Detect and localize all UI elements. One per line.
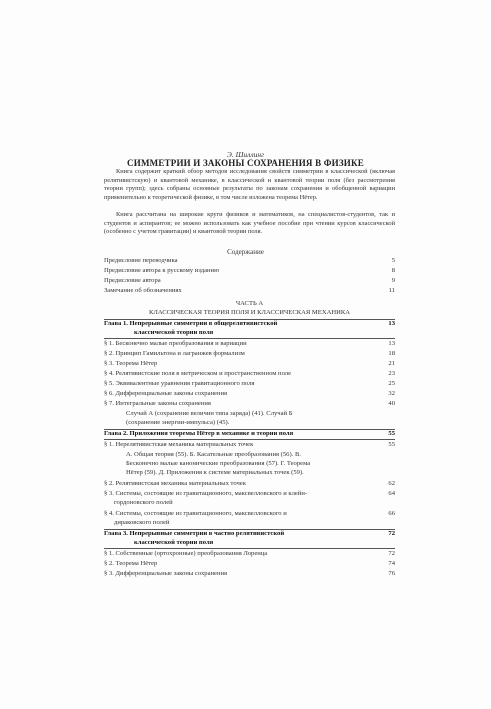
toc-entry-title: § 2. Принцип Гамильтона и лагранжев формализм: [104, 350, 245, 357]
toc-entry: [104, 257, 395, 266]
toc-entry-page: 13: [388, 340, 395, 347]
toc-entry-title: § 1. Собственные (ортохронные) преобразования Лоренца: [104, 550, 268, 557]
toc-entry: [104, 350, 395, 359]
toc-entry-page: 66: [388, 510, 395, 517]
book-title: СИММЕТРИИ И ЗАКОНЫ СОХРАНЕНИЯ В ФИЗИКЕ: [127, 158, 364, 168]
toc-entry: [104, 441, 395, 450]
toc-entry-page: 62: [388, 480, 395, 487]
annotation-paragraph-1: Книга содержит краткий обзор методов исследования свойств симметрии в классической (включая релятивистскую) и квантовой механике, в классической и квантовой теории поля (без рассмотрения теории групп); здесь собраны основные результаты по законам сохранения и обобщенной вариации применительно к теоретической физике, в том числе изложена теорема Нётер.: [104, 168, 395, 201]
toc-entry: [104, 277, 395, 286]
toc-note: Бесконечно малые канонические преобразования (57). Г. Теорема: [126, 460, 311, 467]
toc-entry-page: 64: [388, 490, 395, 497]
toc-entry-page: 74: [388, 560, 395, 567]
toc-entry: [104, 390, 395, 399]
toc-entry: [104, 370, 395, 379]
toc-entry-page: 23: [388, 370, 395, 377]
toc-entry-title: § 4. Релятивистские поля в метрическом и пространственном поле: [104, 370, 292, 377]
toc-entry-title: § 6. Дифференциальные законы сохранения: [104, 390, 228, 397]
toc-entry-page: 76: [388, 570, 395, 577]
toc-entry: [104, 510, 395, 519]
toc-note: (сохранение энергии-импульса) (45).: [126, 419, 230, 426]
chapter-subtitle: классической теории поля: [134, 539, 214, 546]
toc-entry-title: § 7. Интегральные законы сохранения: [104, 400, 211, 407]
toc-note: А. Общая теория (55). Б. Касательные преобразования (56). В.: [126, 451, 301, 458]
chapter-title: Глава 3. Непрерывные симметрии в частно релятивистской: [104, 530, 285, 537]
toc-entry-title: Предисловие переводчика: [104, 257, 178, 264]
toc-continuation: дираковского полей: [114, 519, 170, 526]
toc-chapter: [104, 320, 395, 329]
toc-chapter: [104, 530, 395, 539]
contents-heading: Содержание: [227, 248, 264, 256]
part-title: КЛАССИЧЕСКАЯ ТЕОРИЯ ПОЛЯ И КЛАССИЧЕСКАЯ МЕХАНИКА: [148, 309, 351, 316]
toc-entry-title: § 3. Системы, состоящие из гравитационного, максвелловского и клейн-: [104, 490, 308, 497]
toc-entry-page: 5: [391, 257, 395, 264]
chapter-page: 72: [388, 530, 395, 537]
annotation-paragraph-2: Книга рассчитана на широкие круги физиков и математиков, на специалистов-студентов, так и студентов и аспирантов; ее можно использовать как учебное пособие при чтении курсов классической (особенно с учетом гравитации) и квантовой теории поля.: [104, 211, 395, 236]
toc-entry-page: 72: [388, 550, 395, 557]
toc-entry-page: 40: [388, 400, 395, 407]
toc-entry: [104, 360, 395, 369]
toc-entry-page: 8: [391, 267, 395, 274]
toc-entry-title: § 2. Релятивистская механика материальных точек: [104, 480, 246, 487]
toc-entry-title: § 4. Системы, состоящие из гравитационного, максвелловского и: [104, 510, 287, 517]
toc-entry: [104, 570, 395, 579]
toc-entry: [104, 560, 395, 569]
chapter-subtitle: классической теории поля: [134, 329, 214, 336]
toc-entry: [104, 287, 395, 296]
chapter-title: Глава 2. Приложения теоремы Нётер в механике и теории поля: [104, 430, 294, 437]
toc-chapter: [104, 430, 395, 439]
divider: [104, 548, 395, 549]
toc-entry-title: § 5. Эквивалентные уравнения гравитационного поля: [104, 380, 255, 387]
chapter-page: 55: [388, 430, 395, 437]
chapter-title: Глава 1. Непрерывные симметрии в общерелятивистской: [104, 320, 278, 327]
author-name: Э. Шиллинг: [226, 150, 265, 159]
toc-entry-title: Предисловие автора к русскому изданию: [104, 267, 220, 274]
toc-entry-title: § 1. Бесконечно малые преобразования и вариации: [104, 340, 247, 347]
toc-entry: [104, 400, 395, 409]
toc-entry: [104, 380, 395, 389]
toc-entry-title: § 2. Теорема Нётер: [104, 560, 158, 567]
toc-entry-title: § 3. Теорема Нётер: [104, 360, 158, 367]
toc-entry-page: 11: [388, 287, 395, 294]
toc-entry: [104, 550, 395, 559]
toc-continuation: гордоновского полей: [114, 499, 173, 506]
divider: [104, 338, 395, 339]
toc-entry: [104, 267, 395, 276]
toc-entry-page: 25: [388, 380, 395, 387]
toc-entry-page: 21: [388, 360, 395, 367]
toc-entry-page: 55: [388, 441, 395, 448]
toc-entry: [104, 340, 395, 349]
toc-entry: [104, 480, 395, 489]
toc-entry: [104, 490, 395, 499]
divider: [104, 439, 395, 440]
toc-entry-title: § 3. Дифференциальные законы сохранения: [104, 570, 228, 577]
toc-note: Нётер (59). Д. Приложения к системе материальных точек (59).: [126, 469, 304, 476]
chapter-page: 13: [388, 320, 395, 327]
toc-entry-title: § 1. Нерелятивистская механика материальных точек: [104, 441, 254, 448]
toc-entry-title: Замечание об обозначениях: [104, 287, 182, 294]
toc-entry-page: 9: [391, 277, 395, 284]
toc-note: Случай А (сохранение величин типа заряда) (41). Случай Б: [126, 410, 293, 417]
toc-entry-page: 18: [388, 350, 395, 357]
toc-entry-page: 32: [388, 390, 395, 397]
part-label: ЧАСТЬ А: [235, 300, 264, 307]
toc-entry-title: Предисловие автора: [104, 277, 161, 284]
